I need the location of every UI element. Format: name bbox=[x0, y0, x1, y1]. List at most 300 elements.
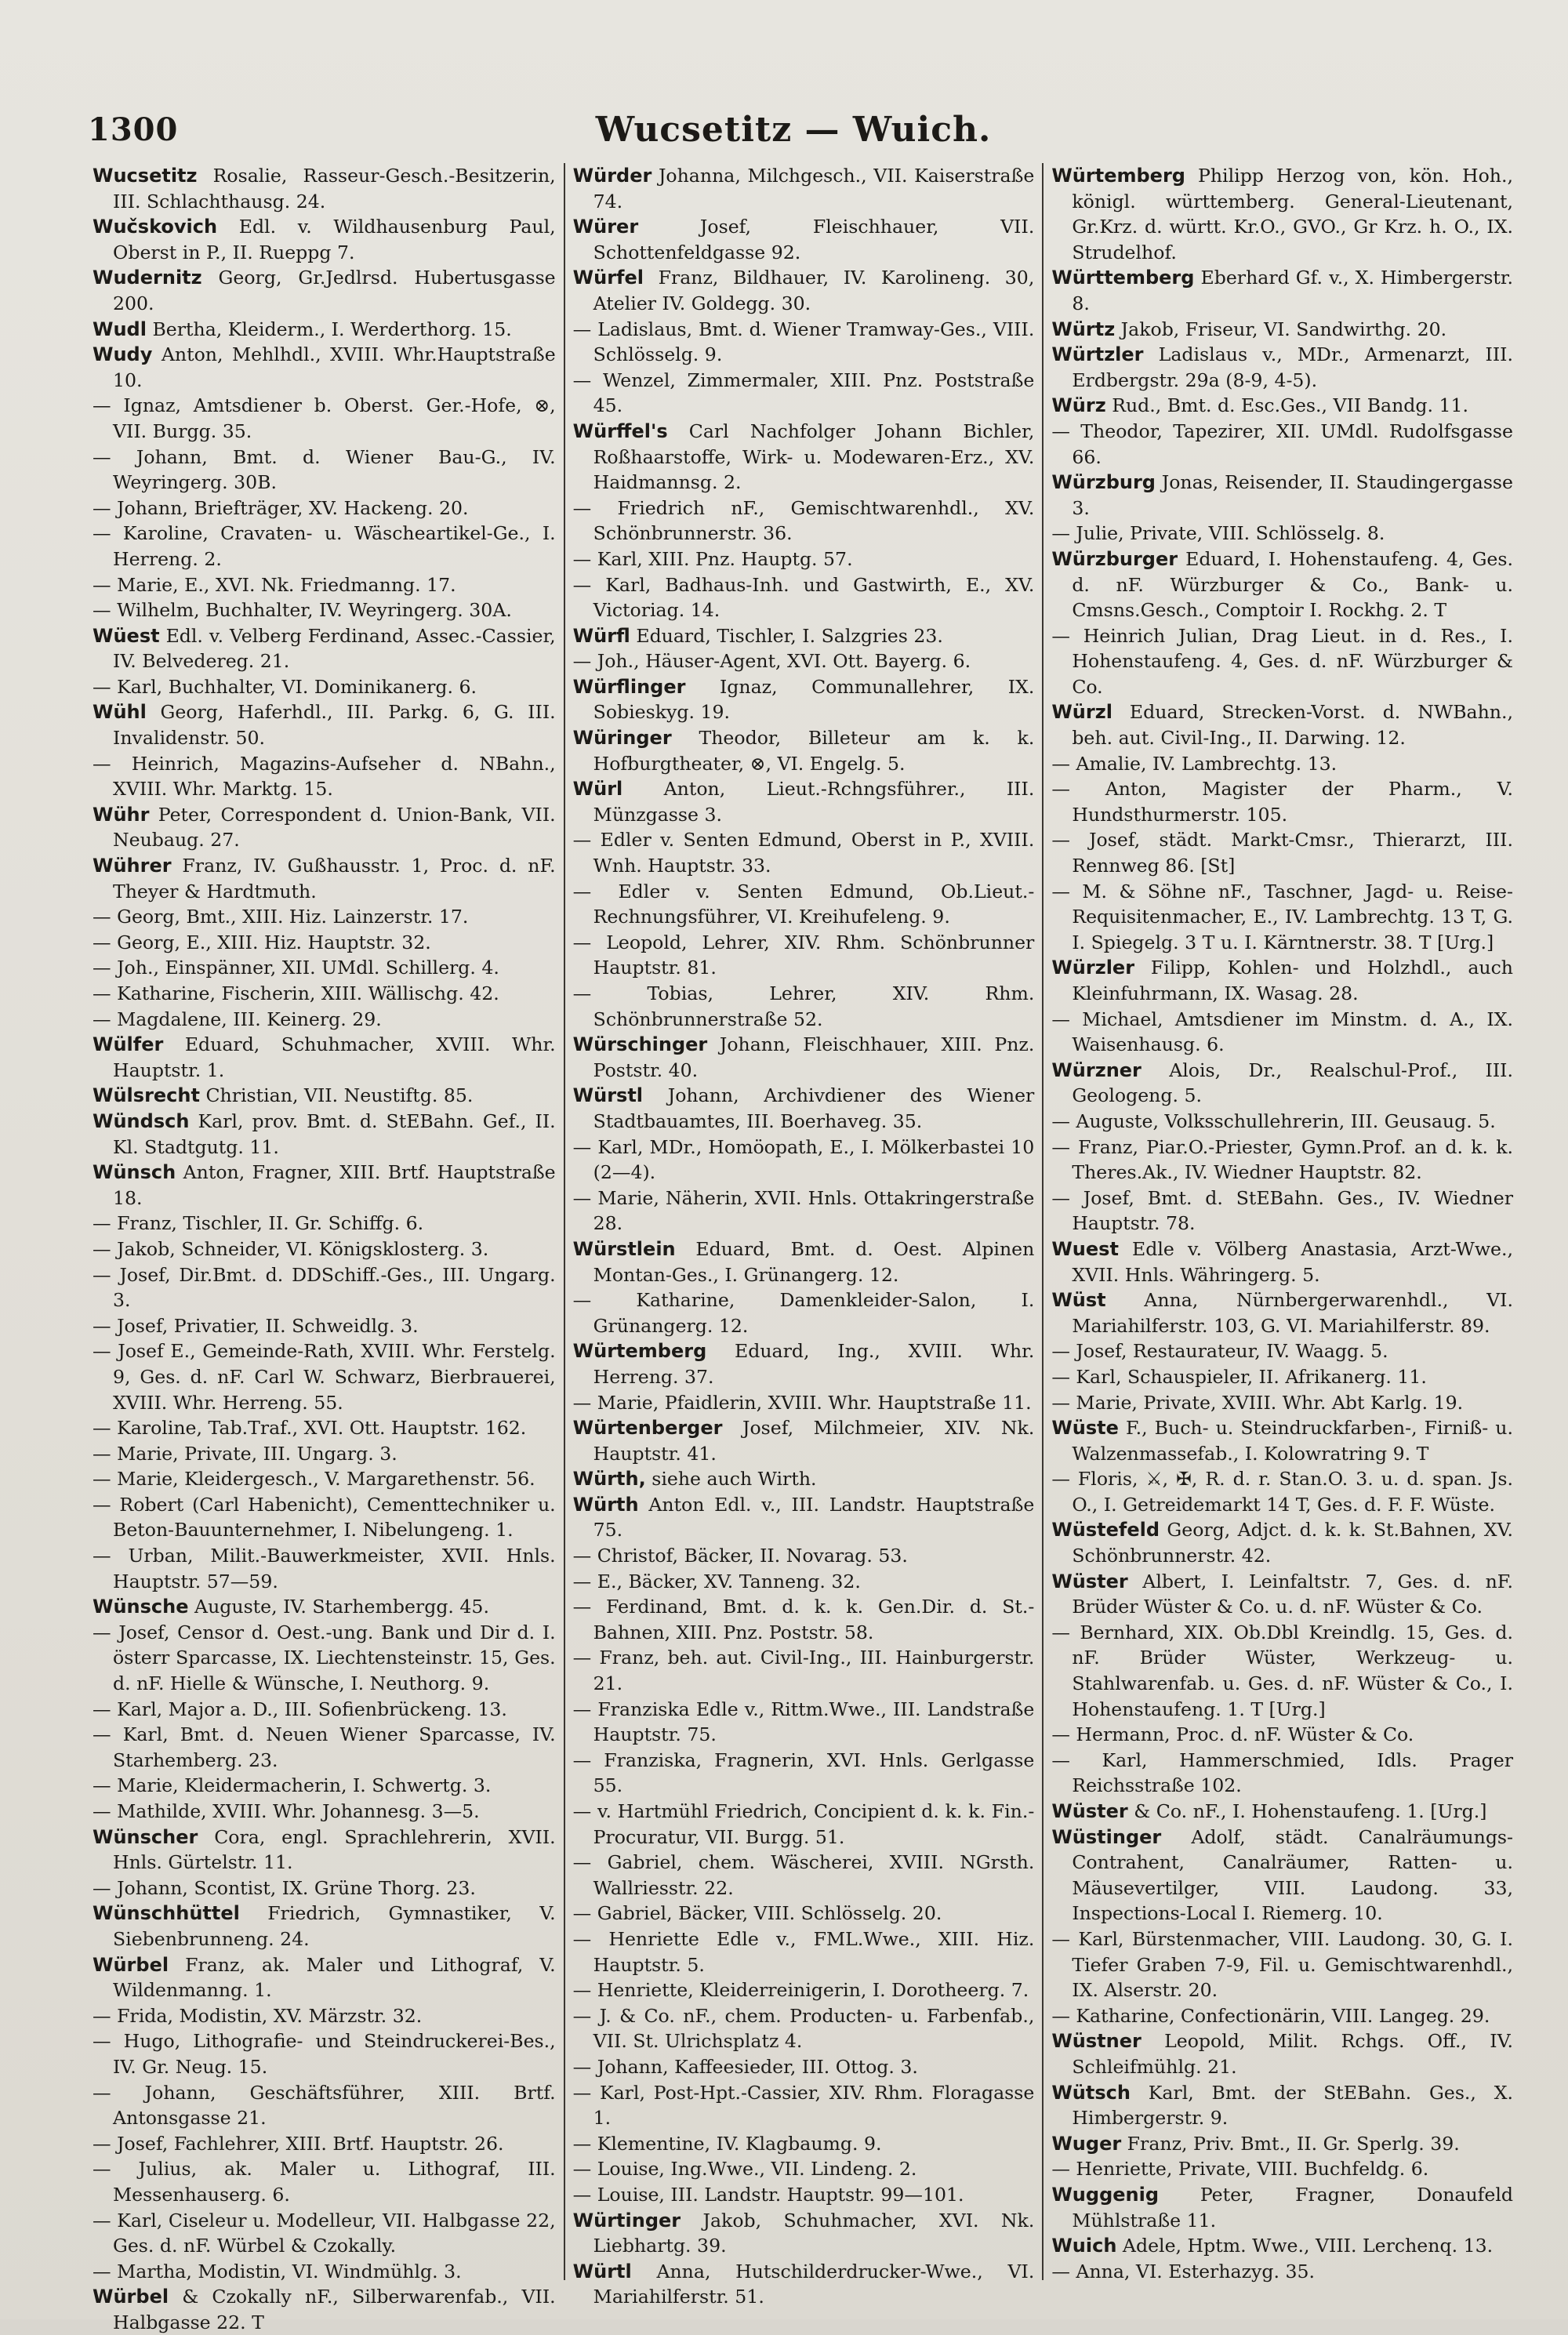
entry-text: Philipp Herzog von, kön. Hoh., königl. württemberg. General-Lieutenant, Gr.Krz. d. württ. Kr.O., GVO., Gr Krz. h. O., IX. Strudelhof. bbox=[1072, 165, 1513, 263]
entry-surname: Wündsch bbox=[93, 1109, 190, 1132]
entry-text: Edle v. Völberg Anastasia, Arzt-Wwe., XVII. Hnls. Währingerg. 5. bbox=[1072, 1237, 1513, 1286]
directory-sub-entry bbox=[573, 1645, 1035, 1696]
entry-text: — v. Hartmühl Friedrich, Concipient d. k. k. Fin.-Procuratur, VII. Burgg. 51. bbox=[572, 1800, 1035, 1848]
directory-sub-entry bbox=[573, 1594, 1035, 1645]
entry-text: — Gabriel, Bäcker, VIII. Schlösselg. 20. bbox=[572, 1902, 942, 1925]
directory-sub-entry bbox=[573, 1135, 1035, 1186]
entry-surname: Wühl bbox=[93, 701, 147, 724]
column-right bbox=[1042, 163, 1521, 2280]
entry-text: — Marie, Private, III. Ungarg. 3. bbox=[93, 1442, 397, 1465]
directory-sub-entry bbox=[573, 496, 1035, 547]
directory-sub-entry bbox=[573, 879, 1035, 930]
entry-text: — Karoline, Tab.Traf., XVI. Ott. Hauptstr. 162. bbox=[93, 1417, 527, 1440]
entry-surname: Würzner bbox=[1051, 1059, 1142, 1081]
entry-text: — Jakob, Schneider, VI. Königsklosterg. 3. bbox=[93, 1237, 489, 1260]
directory-entry bbox=[573, 1032, 1035, 1083]
page-number: 1300 bbox=[88, 111, 179, 148]
entry-text: — Hugo, Lithografie- und Steindruckerei-Bes., IV. Gr. Neug. 15. bbox=[93, 2030, 556, 2078]
entry-text: Franz, Bildhauer, IV. Karolineng. 30, Atelier IV. Goldegg. 30. bbox=[593, 267, 1035, 314]
entry-text: — Marie, Kleidergesch., V. Margarethenstr. 56. bbox=[93, 1468, 535, 1491]
entry-text: — Franziska, Fragnerin, XVI. Hnls. Gerlgasse 55. bbox=[572, 1749, 1035, 1797]
directory-entry bbox=[1051, 1825, 1513, 1926]
entry-text: — Marie, Näherin, XVII. Hnls. Ottakringerstraße 28. bbox=[572, 1186, 1035, 1235]
entry-text: — Anna, VI. Esterhazyg. 35. bbox=[1051, 2260, 1315, 2282]
entry-text: — Frida, Modistin, XV. Märzstr. 32. bbox=[93, 2004, 423, 2027]
entry-surname: Wünsch bbox=[93, 1161, 176, 1184]
directory-entry bbox=[1051, 342, 1513, 393]
entry-text: — Gabriel, chem. Wäscherei, XVIII. NGrsth. Wallriesstr. 22. bbox=[572, 1851, 1035, 1899]
directory-entry bbox=[1051, 1236, 1513, 1287]
entry-text: Anton, Lieut.-Rchngsführer., III. Münzgasse 3. bbox=[593, 778, 1035, 826]
directory-sub-entry bbox=[93, 2156, 556, 2207]
directory-entry bbox=[1051, 2028, 1513, 2079]
entry-surname: Wünschhüttel bbox=[93, 1902, 240, 1925]
entry-text: — Hermann, Proc. d. nF. Wüster & Co. bbox=[1051, 1723, 1414, 1746]
entry-surname: Wüstner bbox=[1051, 2030, 1142, 2053]
entry-surname: Wülsrecht bbox=[93, 1084, 200, 1107]
directory-sub-entry bbox=[573, 1926, 1035, 1977]
entry-surname: Wünscher bbox=[93, 1825, 198, 1848]
entry-text: — Franziska Edle v., Rittm.Wwe., III. Landstraße Hauptstr. 75. bbox=[572, 1698, 1035, 1746]
directory-sub-entry bbox=[93, 2131, 556, 2157]
entry-text: — E., Bäcker, XV. Tanneng. 32. bbox=[572, 1570, 861, 1592]
directory-sub-entry bbox=[573, 368, 1035, 419]
directory-sub-entry bbox=[93, 2003, 556, 2029]
entry-text: Christian, VII. Neustiftg. 85. bbox=[199, 1084, 474, 1107]
directory-entry bbox=[573, 1236, 1035, 1287]
directory-sub-entry bbox=[1051, 623, 1513, 700]
entry-text: Cora, engl. Sprachlehrerin, XVII. Hnls. Gürtelstr. 11. bbox=[113, 1825, 556, 1874]
directory-sub-entry bbox=[1051, 1135, 1513, 1186]
entry-text: Jakob, Friseur, VI. Sandwirthg. 20. bbox=[1115, 318, 1447, 340]
entry-text: — Katharine, Fischerin, XIII. Wällischg. 42. bbox=[93, 982, 499, 1004]
entry-surname: Würfel bbox=[572, 267, 644, 289]
entry-surname: Wučskovich bbox=[93, 216, 218, 238]
directory-sub-entry bbox=[573, 317, 1035, 368]
directory-entry bbox=[573, 1083, 1035, 1134]
entry-text: Franz, IV. Gußhausstr. 1, Proc. d. nF. Theyer & Hardtmuth. bbox=[113, 855, 556, 902]
entry-surname: Wucsetitz bbox=[93, 165, 198, 187]
entry-text: Anton, Fragner, XIII. Brtf. Hauptstraße 18. bbox=[113, 1161, 556, 1209]
directory-sub-entry bbox=[93, 1338, 556, 1415]
entry-text: Carl Nachfolger Johann Bichler, Roßhaarstoffe, Wirk- u. Modewaren-Erz., XV. Haidmannsg. 2. bbox=[593, 419, 1035, 494]
directory-entry bbox=[93, 802, 556, 853]
directory-sub-entry bbox=[573, 1543, 1035, 1569]
directory-entry bbox=[93, 853, 556, 904]
entry-surname: Würtzler bbox=[1051, 343, 1144, 366]
entry-text: — Edler v. Senten Edmund, Ob.Lieut.-Rechnungsführer, VI. Kreihufeleng. 9. bbox=[572, 880, 1035, 928]
directory-sub-entry bbox=[93, 751, 556, 802]
entry-text: — Karl, Bürstenmacher, VIII. Laudong. 30, G. I. Tiefer Graben 7-9, Fil. u. Gemischtwarenhdl., IX. Alserstr. 20. bbox=[1051, 1927, 1513, 2002]
entry-surname: Wuich bbox=[1051, 2235, 1117, 2257]
entry-surname: Würbel bbox=[93, 1953, 169, 1976]
entry-surname: Würstl bbox=[572, 1084, 644, 1107]
directory-sub-entry bbox=[93, 2259, 556, 2285]
entry-text: Josef, Milchmeier, XIV. Nk. Hauptstr. 41. bbox=[593, 1417, 1035, 1465]
directory-sub-entry bbox=[1051, 419, 1513, 470]
directory-sub-entry bbox=[93, 904, 556, 930]
entry-text: Alois, Dr., Realschul-Prof., III. Geologeng. 5. bbox=[1072, 1059, 1513, 1107]
entry-text: — Louise, Ing.Wwe., VII. Lindeng. 2. bbox=[572, 2158, 917, 2181]
directory-sub-entry bbox=[1051, 1007, 1513, 1058]
entry-text: — Josef, Fachlehrer, XIII. Brtf. Hauptstr. 26. bbox=[93, 2132, 504, 2155]
directory-sub-entry bbox=[573, 1186, 1035, 1236]
entry-text: — Marie, E., XVI. Nk. Friedmanng. 17. bbox=[93, 573, 456, 596]
directory-entry bbox=[1051, 393, 1513, 419]
directory-entry bbox=[1051, 1569, 1513, 1620]
directory-entry bbox=[573, 1492, 1035, 1543]
entry-text: Rosalie, Rasseur-Gesch.-Besitzerin, III. Schlachthausg. 24. bbox=[113, 165, 556, 212]
directory-sub-entry bbox=[93, 1543, 556, 1594]
entry-text: Eduard, I. Hohenstaufeng. 4, Ges. d. nF. Würzburger & Co., Bank- u. Cmsns.Gesch., Comptoir I. Rockhg. 2. T bbox=[1072, 547, 1513, 622]
directory-entry bbox=[1051, 1287, 1513, 1338]
entry-text: Jonas, Reisender, II. Staudingergasse 3. bbox=[1072, 471, 1513, 519]
entry-surname: Wuggenig bbox=[1051, 2183, 1160, 2206]
entry-text: — Urban, Milit.-Bauwerkmeister, XVII. Hnls. Hauptstr. 57—59. bbox=[93, 1545, 556, 1592]
entry-text: — Johann, Kaffeesieder, III. Ottog. 3. bbox=[572, 2055, 918, 2078]
directory-sub-entry bbox=[573, 2156, 1035, 2182]
directory-sub-entry bbox=[573, 1390, 1035, 1416]
entry-text: — Marie, Pfaidlerin, XVIII. Whr. Hauptstraße 11. bbox=[572, 1391, 1032, 1414]
entry-surname: Würer bbox=[572, 216, 639, 238]
entry-text: — Robert (Carl Habenicht), Cementtechniker u. Beton-Bauunternehmer, I. Nibelungeng. 1. bbox=[93, 1493, 556, 1542]
entry-text: — Christof, Bäcker, II. Novarag. 53. bbox=[572, 1545, 908, 1567]
directory-entry bbox=[93, 342, 556, 393]
directory-sub-entry bbox=[573, 1977, 1035, 2003]
entry-surname: Würzburger bbox=[1051, 547, 1178, 570]
entry-surname: Wudernitz bbox=[93, 267, 202, 289]
directory-entry bbox=[573, 265, 1035, 316]
entry-text: Adolf, städt. Canalräumungs-Contrahent, Canalräumer, Ratten- u. Mäusevertilger, VIII. Laudong. 33, Inspections-Local I. Riemerg. 10. bbox=[1072, 1825, 1513, 1925]
entry-text: — Karl, Post-Hpt.-Cassier, XIV. Rhm. Floragasse 1. bbox=[572, 2081, 1035, 2130]
directory-sub-entry bbox=[93, 496, 556, 521]
entry-text: Rud., Bmt. d. Esc.Ges., VII Bandg. 11. bbox=[1105, 394, 1469, 417]
entry-text: — Joh., Häuser-Agent, XVI. Ott. Bayerg. 6. bbox=[572, 650, 971, 673]
entry-text: Theodor, Billeteur am k. k. Hofburgtheater, ⊗, VI. Engelg. 5. bbox=[593, 727, 1035, 775]
entry-text: Franz, Priv. Bmt., II. Gr. Sperlg. 39. bbox=[1121, 2132, 1460, 2155]
directory-sub-entry bbox=[573, 572, 1035, 623]
entry-text: Jakob, Schuhmacher, XVI. Nk. Liebhartg. 39. bbox=[593, 2209, 1035, 2257]
entry-text: siehe auch Wirth. bbox=[645, 1468, 817, 1491]
entry-text: — Mathilde, XVIII. Whr. Johannesg. 3—5. bbox=[93, 1800, 480, 1822]
entry-text: Johann, Archivdiener des Wiener Stadtbauamtes, III. Boerhaveg. 35. bbox=[593, 1084, 1035, 1132]
entry-surname: Wütsch bbox=[1051, 2081, 1131, 2104]
entry-text: Karl, prov. Bmt. d. StEBahn. Gef., II. Kl. Stadtgutg. 11. bbox=[113, 1109, 556, 1158]
entry-text: — Josef, Privatier, II. Schweidlg. 3. bbox=[93, 1314, 419, 1337]
directory-entry bbox=[93, 1032, 556, 1083]
entry-text: — Marie, Private, XVIII. Whr. Abt Karlg. 19. bbox=[1051, 1391, 1464, 1414]
entry-surname: Würtenberger bbox=[572, 1417, 723, 1440]
entry-text: — Josef, Restaurateur, IV. Waagg. 5. bbox=[1051, 1340, 1388, 1363]
directory-sub-entry bbox=[93, 597, 556, 623]
directory-entry bbox=[93, 163, 556, 214]
entry-surname: Wüster bbox=[1051, 1570, 1128, 1592]
entry-text: Ignaz, Communallehrer, IX. Sobieskyg. 19. bbox=[593, 675, 1035, 724]
entry-text: Edl. v. Wildhausenburg Paul, Oberst in P., II. Rueppg 7. bbox=[113, 216, 556, 263]
entry-text: — Josef, Censor d. Oest.-ung. Bank und Dir d. I. österr Sparcasse, IX. Liechtensteinstr. 15, Ges. d. nF. Hielle & Wünsche, I. Neuthorg. 9. bbox=[93, 1621, 556, 1695]
directory-sub-entry bbox=[573, 2131, 1035, 2157]
directory-sub-entry bbox=[93, 572, 556, 598]
directory-sub-entry bbox=[93, 1620, 556, 1697]
directory-entry bbox=[1051, 2080, 1513, 2131]
entry-text: — Ferdinand, Bmt. d. k. k. Gen.Dir. d. St.-Bahnen, XIII. Pnz. Poststr. 58. bbox=[572, 1596, 1035, 1643]
entry-text: — Ignaz, Amtsdiener b. Oberst. Ger.-Hofe, ⊗, VII. Burgg. 35. bbox=[93, 394, 556, 442]
directory-sub-entry bbox=[93, 981, 556, 1007]
entry-text: Georg, Gr.Jedlrsd. Hubertusgasse 200. bbox=[113, 267, 556, 314]
entry-surname: Würffel's bbox=[572, 419, 668, 442]
directory-sub-entry bbox=[93, 521, 556, 572]
directory-sub-entry bbox=[573, 2080, 1035, 2131]
entry-text: Anton Edl. v., III. Landstr. Hauptstraße 75. bbox=[593, 1493, 1035, 1542]
directory-entry bbox=[1051, 2182, 1513, 2233]
directory-sub-entry bbox=[573, 1799, 1035, 1850]
entry-text: — J. & Co. nF., chem. Producten- u. Farbenfab., VII. St. Ulrichsplatz 4. bbox=[572, 2004, 1035, 2053]
directory-entry bbox=[93, 265, 556, 316]
directory-sub-entry bbox=[1051, 1364, 1513, 1390]
directory-entry bbox=[573, 674, 1035, 725]
entry-text: — Johann, Bmt. d. Wiener Bau-G., IV. Weyringerg. 30B. bbox=[93, 445, 556, 494]
entry-text: — Karl, Buchhalter, VI. Dominikanerg. 6. bbox=[93, 675, 477, 698]
entry-surname: Würth bbox=[572, 1493, 639, 1516]
entry-surname: Würstlein bbox=[572, 1237, 676, 1260]
directory-sub-entry bbox=[573, 1569, 1035, 1595]
directory-sub-entry bbox=[1051, 1390, 1513, 1416]
directory-sub-entry bbox=[573, 827, 1035, 878]
entry-text: Anna, Nürnbergerwarenhdl., VI. Mariahilferstr. 103, G. VI. Mariahilferstr. 89. bbox=[1072, 1289, 1513, 1337]
directory-sub-entry bbox=[93, 955, 556, 981]
directory-entry bbox=[1051, 163, 1513, 265]
entry-text: — Karl, Ciseleur u. Modelleur, VII. Halbgasse 22, Ges. d. nF. Würbel & Czokally. bbox=[93, 2209, 556, 2257]
entry-text: — Karl, Major a. D., III. Sofienbrückeng. 13. bbox=[93, 1698, 507, 1720]
directory-sub-entry bbox=[573, 2003, 1035, 2054]
entry-text: — Julius, ak. Maler u. Lithograf, III. Messenhauserg. 6. bbox=[93, 2158, 556, 2206]
entry-text: & Czokally nF., Silberwarenfab., VII. Halbgasse 22. T bbox=[113, 2286, 556, 2333]
entry-text: Leopold, Milit. Rchgs. Off., IV. Schleifmühlg. 21. bbox=[1072, 2030, 1513, 2078]
directory-sub-entry bbox=[93, 1799, 556, 1825]
directory-sub-entry bbox=[1051, 1466, 1513, 1517]
entry-text: — Franz, beh. aut. Civil-Ing., III. Hainburgerstr. 21. bbox=[572, 1647, 1035, 1695]
directory-entry bbox=[93, 317, 556, 343]
entry-text: — Wilhelm, Buchhalter, IV. Weyringerg. 30A. bbox=[93, 599, 512, 622]
entry-surname: Würtinger bbox=[572, 2209, 681, 2232]
directory-sub-entry bbox=[93, 1211, 556, 1236]
entry-surname: Wührer bbox=[93, 855, 172, 877]
entry-text: — Johann, Geschäftsführer, XIII. Brtf. Antonsgasse 21. bbox=[93, 2081, 556, 2130]
entry-surname: Wühr bbox=[93, 803, 150, 826]
entry-text: — Julie, Private, VIII. Schlösselg. 8. bbox=[1051, 522, 1385, 545]
directory-sub-entry bbox=[1051, 1926, 1513, 2003]
directory-sub-entry bbox=[1051, 2003, 1513, 2029]
entry-text: Eduard, Ing., XVIII. Whr. Herreng. 37. bbox=[593, 1340, 1035, 1388]
directory-entry bbox=[1051, 1799, 1513, 1825]
directory-sub-entry bbox=[93, 1441, 556, 1467]
directory-entry bbox=[93, 1901, 556, 1952]
directory-entry bbox=[573, 2208, 1035, 2259]
directory-entry bbox=[573, 163, 1035, 214]
entry-text: — Karl, Badhaus-Inh. und Gastwirth, E., XV. Victoriag. 14. bbox=[572, 573, 1035, 622]
entry-surname: Wüstinger bbox=[1051, 1825, 1162, 1848]
entry-text: Karl, Bmt. der StEBahn. Ges., X. Himbergerstr. 9. bbox=[1072, 2081, 1513, 2130]
entry-text: — Josef, städt. Markt-Cmsr., Thierarzt, III. Rennweg 86. [St] bbox=[1051, 829, 1513, 877]
directory-sub-entry bbox=[573, 1287, 1035, 1338]
entry-text: — Heinrich, Magazins-Aufseher d. NBahn., XVIII. Whr. Marktg. 15. bbox=[93, 752, 556, 801]
entry-text: — Karoline, Cravaten- u. Wäscheartikel-Ge., I. Herreng. 2. bbox=[93, 522, 556, 570]
directory-entry bbox=[1051, 2233, 1513, 2259]
entry-surname: Würzler bbox=[1051, 957, 1135, 979]
entry-surname: Wudy bbox=[93, 343, 153, 366]
entry-surname: Wüstefeld bbox=[1051, 1519, 1160, 1542]
entry-surname: Würbel bbox=[93, 2286, 169, 2308]
entry-text: Anton, Mehlhdl., XVIII. Whr.Hauptstraße 10. bbox=[113, 343, 556, 391]
entry-surname: Wuest bbox=[1051, 1237, 1119, 1260]
entry-surname: Württemberg bbox=[1051, 267, 1195, 289]
directory-sub-entry bbox=[1051, 1109, 1513, 1135]
entry-text: — Martha, Modistin, VI. Windmühlg. 3. bbox=[93, 2260, 462, 2282]
entry-text: — Josef, Dir.Bmt. d. DDSchiff.-Ges., III. Ungarg. 3. bbox=[93, 1263, 556, 1312]
entry-text: — Louise, III. Landstr. Hauptstr. 99—101. bbox=[572, 2183, 964, 2206]
directory-sub-entry bbox=[93, 674, 556, 700]
directory-entry bbox=[93, 1083, 556, 1109]
entry-surname: Würflinger bbox=[572, 675, 686, 698]
entry-text: — Joh., Einspänner, XII. UMdl. Schillerg. 4. bbox=[93, 957, 499, 979]
directory-sub-entry bbox=[573, 1748, 1035, 1799]
entry-surname: Wüst bbox=[1051, 1289, 1106, 1312]
entry-text: — Katharine, Damenkleider-Salon, I. Grünangerg. 12. bbox=[572, 1289, 1035, 1337]
entry-text: — Auguste, Volksschullehrerin, III. Geusaug. 5. bbox=[1051, 1109, 1496, 1132]
entry-surname: Wüster bbox=[1051, 1800, 1128, 1822]
entry-text: — Friedrich nF., Gemischtwarenhdl., XV. Schönbrunnerstr. 36. bbox=[572, 496, 1035, 545]
directory-entry bbox=[573, 623, 1035, 649]
directory-sub-entry bbox=[573, 648, 1035, 674]
entry-text: Adele, Hptm. Wwe., VIII. Lerchenq. 13. bbox=[1116, 2235, 1494, 2257]
directory-sub-entry bbox=[93, 1007, 556, 1033]
entry-surname: Wünsche bbox=[93, 1596, 189, 1618]
entry-surname: Würl bbox=[572, 778, 623, 801]
directory-sub-entry bbox=[93, 445, 556, 496]
entry-surname: Würfl bbox=[572, 624, 630, 647]
directory-entry bbox=[1051, 1415, 1513, 1466]
entry-text: — Karl, Bmt. d. Neuen Wiener Sparcasse, IV. Starhemberg. 23. bbox=[93, 1723, 556, 1771]
entry-text: — Georg, E., XIII. Hiz. Hauptstr. 32. bbox=[93, 931, 431, 953]
entry-text: Johanna, Milchgesch., VII. Kaiserstraße 74. bbox=[593, 165, 1035, 212]
entry-text: — Ladislaus, Bmt. d. Wiener Tramway-Ges., VIII. Schlösselg. 9. bbox=[572, 318, 1035, 366]
entry-text: F., Buch- u. Steindruckfarben-, Firniß- u. Walzenmassefab., I. Kolowratring 9. T bbox=[1072, 1417, 1513, 1465]
directory-entry bbox=[1051, 2131, 1513, 2157]
entry-text: — Katharine, Confectionärin, VIII. Langeg. 29. bbox=[1051, 2004, 1490, 2027]
directory-columns bbox=[85, 163, 1521, 2333]
directory-sub-entry bbox=[93, 393, 556, 444]
directory-entry bbox=[1051, 1517, 1513, 1568]
entry-text: — Karl, Hammerschmied, Idls. Prager Reichsstraße 102. bbox=[1051, 1749, 1513, 1797]
entry-text: — Johann, Scontist, IX. Grüne Thorg. 23. bbox=[93, 1876, 476, 1899]
directory-entry bbox=[573, 1466, 1035, 1492]
entry-text: — Henriette Edle v., FML.Wwe., XIII. Hiz. Hauptstr. 5. bbox=[572, 1927, 1035, 1976]
entry-text: — Georg, Bmt., XIII. Hiz. Lainzerstr. 17. bbox=[93, 906, 469, 928]
entry-text: Eduard, Bmt. d. Oest. Alpinen Montan-Ges., I. Grünangerg. 12. bbox=[593, 1237, 1035, 1286]
directory-sub-entry bbox=[93, 1876, 556, 1901]
entry-text: — M. & Söhne nF., Taschner, Jagd- u. Reise-Requisitenmacher, E., IV. Lambrechtg. 13 T, G. I. Spiegelg. 3 T u. I. Kärntnerstr. 38. T [Urg.] bbox=[1051, 880, 1513, 953]
directory-sub-entry bbox=[93, 1415, 556, 1441]
entry-text: — Wenzel, Zimmermaler, XIII. Pnz. Poststraße 45. bbox=[572, 369, 1035, 417]
entry-surname: Wüste bbox=[1051, 1417, 1119, 1440]
entry-text: — Karl, MDr., Homöopath, E., I. Mölkerbastei 10 (2—4). bbox=[572, 1135, 1035, 1184]
entry-text: Eduard, Tischler, I. Salzgries 23. bbox=[630, 624, 943, 647]
directory-entry bbox=[93, 1952, 556, 2003]
entry-text: Bertha, Kleiderm., I. Werderthorg. 15. bbox=[146, 318, 512, 340]
directory-sub-entry bbox=[93, 1262, 556, 1313]
entry-text: — Edler v. Senten Edmund, Oberst in P., XVIII. Wnh. Hauptstr. 33. bbox=[572, 829, 1035, 877]
entry-surname: Wuger bbox=[1051, 2132, 1122, 2155]
entry-text: Georg, Adjct. d. k. k. St.Bahnen, XV. Schönbrunnerstr. 42. bbox=[1072, 1519, 1513, 1567]
entry-text: Albert, I. Leinfaltstr. 7, Ges. d. nF. Brüder Wüster & Co. u. d. nF. Wüster & Co. bbox=[1072, 1570, 1513, 1618]
directory-entry bbox=[93, 1825, 556, 1876]
entry-text: — Johann, Briefträger, XV. Hackeng. 20. bbox=[93, 496, 469, 519]
running-head: Wucsetitz — Wuich. bbox=[595, 110, 992, 150]
directory-sub-entry bbox=[1051, 776, 1513, 827]
entry-surname: Wudl bbox=[93, 318, 147, 340]
entry-text: Ladislaus v., MDr., Armenarzt, III. Erdbergstr. 29a (8-9, 4-5). bbox=[1072, 343, 1513, 391]
entry-text: — Henriette, Kleiderreinigerin, I. Dorotheerg. 7. bbox=[572, 1979, 1029, 2002]
entry-surname: Würtl bbox=[572, 2260, 632, 2282]
directory-sub-entry bbox=[1051, 827, 1513, 878]
directory-sub-entry bbox=[573, 2054, 1035, 2080]
entry-text: & Co. nF., I. Hohenstaufeng. 1. [Urg.] bbox=[1127, 1800, 1487, 1822]
directory-entry bbox=[1051, 955, 1513, 1006]
entry-surname: Würth, bbox=[572, 1468, 646, 1491]
directory-entry bbox=[93, 214, 556, 265]
entry-surname: Würtz bbox=[1051, 318, 1116, 340]
entry-text: Josef, Fleischhauer, VII. Schottenfeldgasse 92. bbox=[593, 216, 1035, 263]
entry-text: — Magdalene, III. Keinerg. 29. bbox=[93, 1008, 382, 1030]
column-left bbox=[85, 163, 564, 2333]
directory-entry bbox=[1051, 1058, 1513, 1109]
entry-text: Edl. v. Velberg Ferdinand, Assec.-Cassier, IV. Belvedereg. 21. bbox=[113, 624, 556, 673]
directory-entry bbox=[573, 214, 1035, 265]
directory-sub-entry bbox=[573, 1901, 1035, 1926]
entry-text: — Marie, Kleidermacherin, I. Schwertg. 3. bbox=[93, 1774, 492, 1797]
entry-text: Eduard, Strecken-Vorst. d. NWBahn., beh. aut. Civil-Ing., II. Darwing. 12. bbox=[1072, 701, 1513, 750]
entry-text: — Leopold, Lehrer, XIV. Rhm. Schönbrunner Hauptstr. 81. bbox=[572, 931, 1035, 979]
entry-surname: Würzl bbox=[1051, 701, 1112, 724]
directory-sub-entry bbox=[93, 1492, 556, 1543]
directory-sub-entry bbox=[93, 1313, 556, 1339]
directory-sub-entry bbox=[573, 2182, 1035, 2208]
directory-entry bbox=[1051, 470, 1513, 521]
entry-surname: Würder bbox=[572, 165, 652, 187]
entry-text: Eduard, Schuhmacher, XVIII. Whr. Hauptstr. 1. bbox=[113, 1033, 556, 1081]
entry-text: — Bernhard, XIX. Ob.Dbl Kreindlg. 15, Ges. d. nF. Brüder Wüster, Werkzeug- u. Stahlwarenfab. u. Ges. d. nF. Wüster & Co., I. Hohenstaufeng. 1. T [Urg.] bbox=[1051, 1621, 1513, 1720]
directory-sub-entry bbox=[1051, 1748, 1513, 1799]
directory-entry bbox=[93, 623, 556, 674]
directory-sub-entry bbox=[573, 1697, 1035, 1748]
entry-surname: Würzburg bbox=[1051, 471, 1156, 494]
directory-sub-entry bbox=[1051, 2156, 1513, 2182]
directory-entry bbox=[93, 1594, 556, 1620]
entry-text: — Franz, Piar.O.-Priester, Gymn.Prof. an d. k. k. Theres.Ak., IV. Wiedner Hauptstr. 82. bbox=[1051, 1135, 1513, 1184]
entry-text: Auguste, IV. Starhembergg. 45. bbox=[188, 1596, 489, 1618]
entry-text: — Floris, ⚔, ✠, R. d. r. Stan.O. 3. u. d. span. Js. O., I. Getreidemarkt 14 T, Ges. d. F. F. Wüste. bbox=[1051, 1468, 1513, 1516]
directory-entry bbox=[93, 1109, 556, 1160]
entry-surname: Würschinger bbox=[572, 1033, 708, 1056]
entry-text: Peter, Correspondent d. Union-Bank, VII. Neubaug. 27. bbox=[113, 803, 556, 852]
directory-entry bbox=[93, 699, 556, 750]
directory-sub-entry bbox=[573, 930, 1035, 981]
directory-sub-entry bbox=[93, 1236, 556, 1262]
directory-sub-entry bbox=[1051, 521, 1513, 547]
directory-entry bbox=[1051, 699, 1513, 750]
entry-text: — Theodor, Tapezirer, XII. UMdl. Rudolfsgasse 66. bbox=[1051, 419, 1513, 468]
entry-text: Georg, Haferhdl., III. Parkg. 6, G. III. Invalidenstr. 50. bbox=[113, 701, 556, 750]
